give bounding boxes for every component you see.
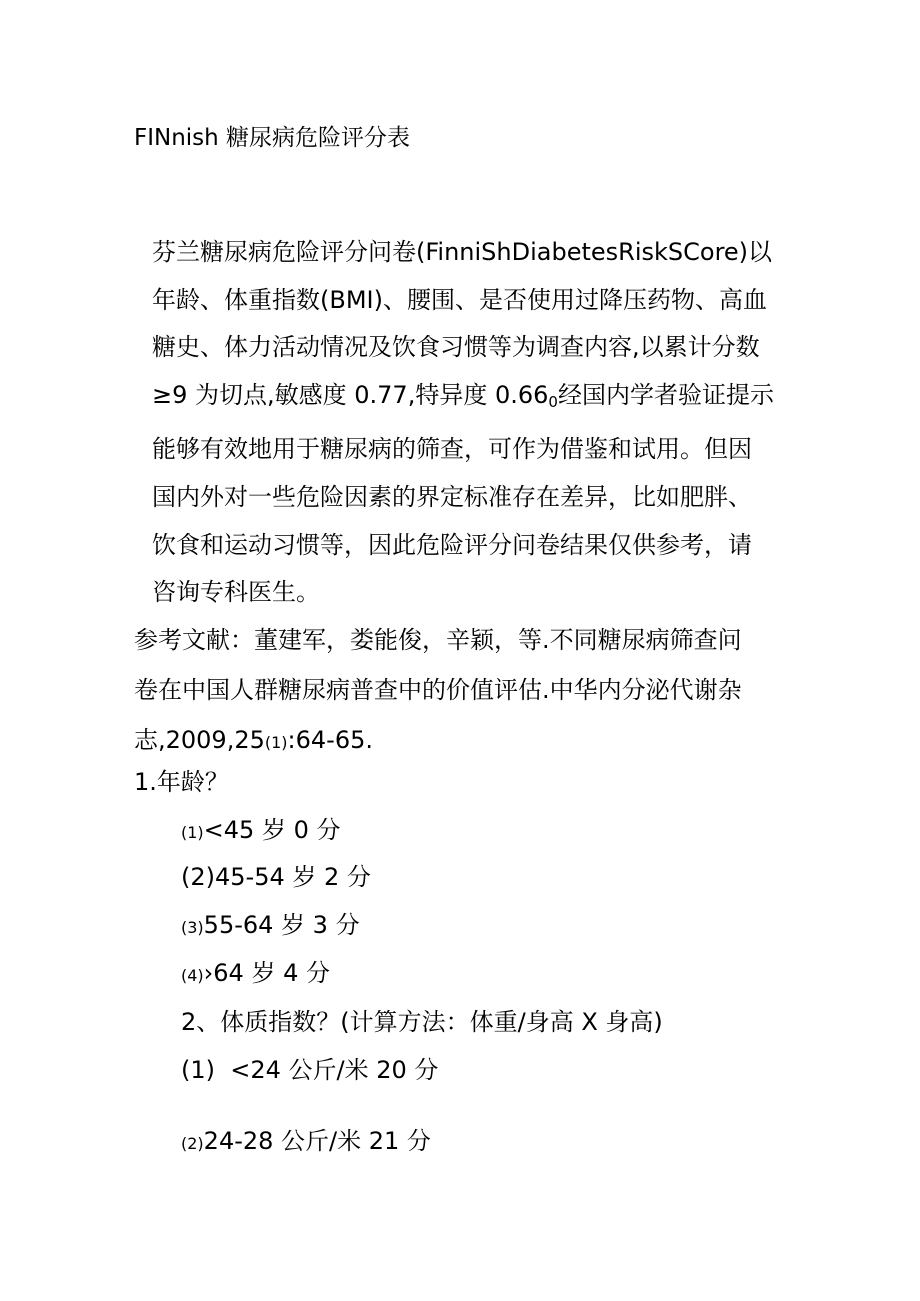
option-text: 24-28 公斤/米 21 分 bbox=[203, 1127, 431, 1155]
intro-line-head: ≥9 为切点,敏感度 0.77,特异度 0.66 bbox=[152, 380, 549, 409]
option-number: (1) bbox=[181, 823, 204, 842]
intro-line: 芬兰糖尿病危险评分问卷(FinniShDiabetesRiskSCore)以 bbox=[152, 238, 773, 266]
option-text: ›64 岁 4 分 bbox=[203, 959, 330, 987]
subscript-zero: 0 bbox=[548, 392, 558, 411]
document-title: FINnish 糖尿病危险评分表 bbox=[134, 125, 411, 151]
q1-option-4 bbox=[181, 955, 330, 994]
reference-issue: (1) bbox=[264, 733, 288, 752]
reference-line-last bbox=[134, 715, 814, 768]
reference-paragraph bbox=[134, 615, 814, 768]
option-text: 45-54 岁 2 分 bbox=[215, 863, 371, 891]
option-number: (2) bbox=[181, 863, 215, 891]
intro-line: 咨询专科医生。 bbox=[152, 578, 320, 607]
intro-line: 饮食和运动习惯等，因此危险评分问卷结果仅供参考，请 bbox=[152, 530, 752, 559]
intro-line: 能够有效地用于糖尿病的筛查，可作为借鉴和试用。但因 bbox=[152, 435, 752, 464]
intro-line: 糖史、体力活动情况及饮食习惯等为调查内容,以累计分数 bbox=[152, 333, 760, 362]
intro-line: 年龄、体重指数(BMI)、腰围、是否使用过降压药物、高血 bbox=[152, 285, 767, 314]
option-text: 55-64 岁 3 分 bbox=[203, 911, 360, 939]
intro-line-tail: 经国内学者验证提示 bbox=[557, 380, 774, 409]
q1-option-3 bbox=[181, 907, 360, 946]
option-number: (2) bbox=[181, 1134, 204, 1153]
question-2-label: 2、体质指数？(计算方法：体重/身高 X 身高) bbox=[181, 1008, 663, 1036]
q2-option-2 bbox=[181, 1123, 431, 1162]
intro-line-with-subscript bbox=[152, 372, 792, 427]
q1-option-1 bbox=[181, 812, 340, 851]
question-1-label: 1.年龄？ bbox=[134, 768, 229, 796]
option-text: <24 公斤/米 20 分 bbox=[215, 1056, 439, 1084]
option-number: (3) bbox=[181, 918, 204, 937]
intro-line: 国内外对一些危险因素的界定标准存在差异，比如肥胖、 bbox=[152, 482, 752, 511]
q1-option-2 bbox=[181, 859, 371, 895]
reference-line: 参考文献：董建军，娄能俊，辛颖，等.不同糖尿病筛查问 bbox=[134, 626, 742, 654]
reference-line: 卷在中国人群糖尿病普查中的价值评估.中华内分泌代谢杂 bbox=[134, 676, 742, 704]
option-number: (4) bbox=[181, 966, 204, 985]
option-text: <45 岁 0 分 bbox=[203, 816, 341, 844]
intro-paragraph bbox=[152, 229, 792, 617]
q2-option-1 bbox=[181, 1052, 438, 1088]
reference-citation: 志,2009,25 bbox=[134, 726, 265, 754]
reference-pages: :64-65. bbox=[287, 726, 373, 754]
option-number: (1) bbox=[181, 1056, 215, 1084]
